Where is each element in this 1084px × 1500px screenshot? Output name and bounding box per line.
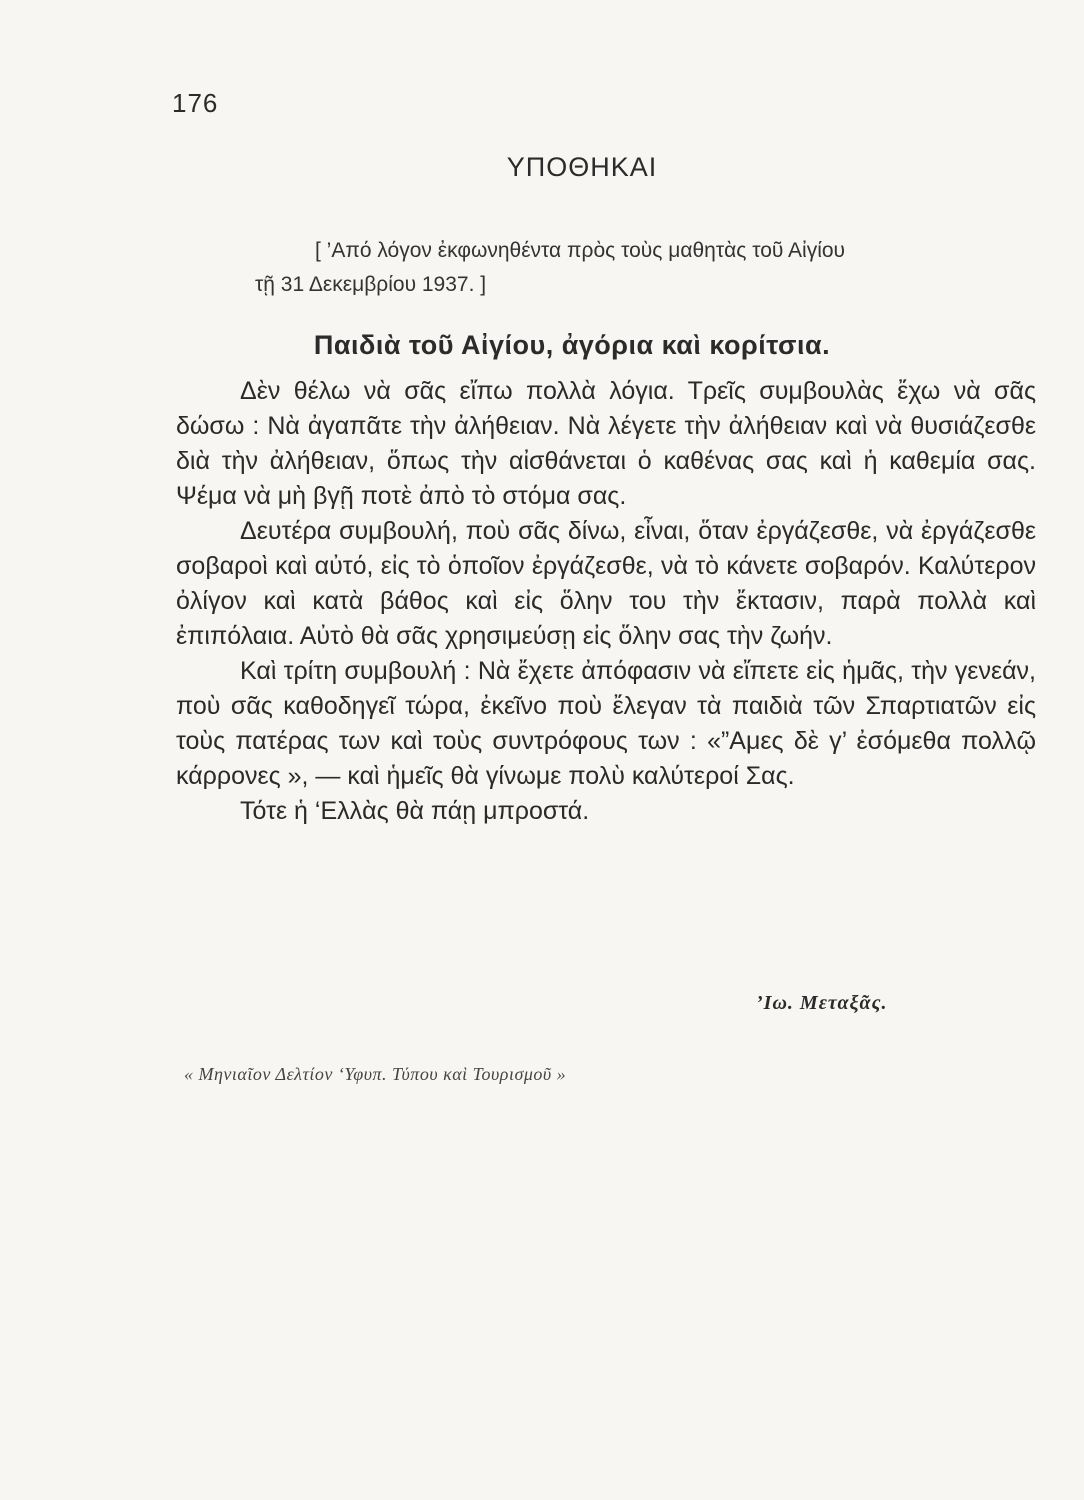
footer-source-citation: « Μηνιαῖον Δελτίον ‘Υφυπ. Τύπου καὶ Τουρισμοῦ » <box>184 1064 567 1084</box>
source-note-line-1: [ ’Από λόγον ἐκφωνηθέντα πρὸς τοὺς μαθητὰς τοῦ Αἰγίου <box>315 239 846 262</box>
author-signature: ’Ιω. Μεταξᾶς. <box>756 992 888 1014</box>
source-note <box>255 234 1035 302</box>
page-title: ΥΠΟΘΗΚΑΙ <box>506 152 658 182</box>
source-note-line-2: τῇ 31 Δεκεμβρίου 1937. ] <box>255 273 487 296</box>
speech-body <box>176 374 1036 829</box>
paragraph-third-advice: Καὶ τρίτη συμβουλή : Νὰ ἔχετε ἀπόφασιν νὰ εἴπετε εἰς ἡμᾶς, τὴν γενεάν, ποὺ σᾶς καθοδηγεῖ τώρα, ἐκεῖνο ποὺ ἔλεγαν τὰ παιδιὰ τῶν Σπαρτιατῶν εἰς τοὺς πατέρας των καὶ τοὺς συντρόφους των : «”Αμες δὲ γ’ ἐσόμεθα πολλῷ κάρρονες », — καὶ ἡμεῖς θὰ γίνωμε πολὺ καλύτεροί Σας. <box>176 657 1036 790</box>
salutation-heading: Παιδιὰ τοῦ Αἰγίου, ἀγόρια καὶ κορίτσια. <box>313 330 831 360</box>
paragraph-first-advice: Δὲν θέλω νὰ σᾶς εἴπω πολλὰ λόγια. Τρεῖς συμβουλὰς ἔχω νὰ σᾶς δώσω : Νὰ ἀγαπᾶτε τὴν ἀλήθειαν. Νὰ λέγετε τὴν ἀλήθειαν καὶ νὰ θυσιάζεσθε διὰ τὴν ἀλήθειαν, ὅπως τὴν αἰσθάνεται ὁ καθένας σας καὶ ἡ καθεμία σας. Ψέμα νὰ μὴ βγῇ ποτὲ ἀπὸ τὸ στόμα σας. <box>176 377 1036 510</box>
page-number: 176 <box>172 88 219 118</box>
paragraph-conclusion: Τότε ἡ ‘Ελλὰς θὰ πάῃ μπροστά. <box>240 797 590 825</box>
paragraph-second-advice: Δευτέρα συμβουλή, ποὺ σᾶς δίνω, εἶναι, ὅταν ἐργάζεσθε, νὰ ἐργάζεσθε σοβαροὶ καὶ αὐτό, εἰς τὸ ὁποῖον ἐργάζεσθε, νὰ τὸ κάνετε σοβαρόν. Καλύτερον ὀλίγον καὶ κατὰ βάθος καὶ εἰς ὅλην του τὴν ἔκτασιν, παρὰ πολλὰ καὶ ἐπιπόλαια. Αὐτὸ θὰ σᾶς χρησιμεύσῃ εἰς ὅλην σας τὴν ζωήν. <box>176 517 1036 650</box>
